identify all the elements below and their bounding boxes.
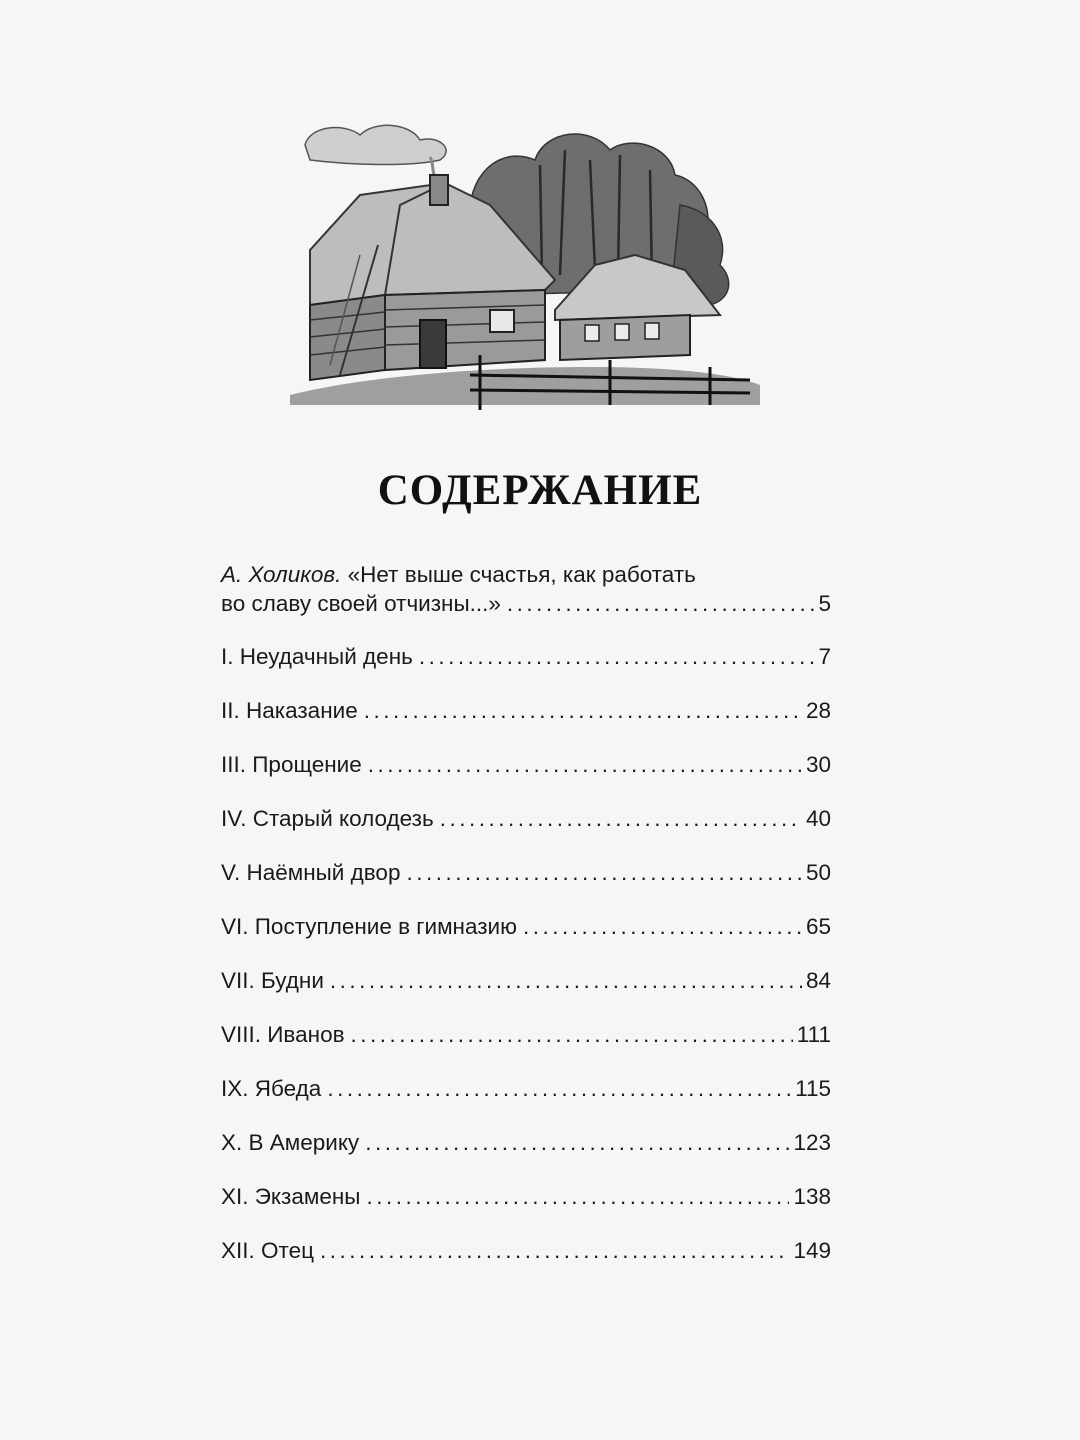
toc-entry bbox=[221, 912, 831, 966]
dot-leader bbox=[364, 696, 802, 725]
chapter-title: IV. Старый колодезь bbox=[221, 806, 434, 831]
chapter-title: X. В Америку bbox=[221, 1130, 360, 1155]
chapter-page-number: 111 bbox=[796, 1022, 831, 1047]
intro-title-line1: «Нет выше счастья, как работать bbox=[347, 562, 696, 587]
intro-title-line2: во славу своей отчизны...» bbox=[221, 591, 501, 616]
toc-entry bbox=[221, 642, 831, 696]
chapter-page-number: 138 bbox=[793, 1184, 831, 1209]
dot-leader bbox=[327, 1074, 791, 1103]
chapter-page-number: 7 bbox=[818, 644, 831, 669]
intro-author: А. Холиков. bbox=[221, 562, 342, 587]
dot-leader bbox=[406, 858, 802, 887]
toc-entry bbox=[221, 804, 831, 858]
page-title: СОДЕРЖАНИЕ bbox=[377, 467, 703, 514]
chapter-title: VII. Будни bbox=[221, 968, 324, 993]
chapter-title: XI. Экзамены bbox=[221, 1184, 361, 1209]
chapter-page-number: 30 bbox=[805, 752, 831, 777]
dot-leader bbox=[440, 804, 802, 833]
toc-entry bbox=[221, 750, 831, 804]
chapter-page-number: 40 bbox=[805, 806, 831, 831]
chapter-title: XII. Отец bbox=[221, 1238, 314, 1263]
intro-page-number: 5 bbox=[818, 591, 831, 616]
chapter-page-number: 65 bbox=[805, 914, 831, 939]
toc-entry bbox=[221, 1182, 831, 1236]
chapter-title: II. Наказание bbox=[221, 698, 358, 723]
dot-leader bbox=[351, 1020, 793, 1049]
dot-leader bbox=[523, 912, 802, 941]
dot-leader bbox=[320, 1236, 789, 1265]
chapter-title: VIII. Иванов bbox=[221, 1022, 345, 1047]
table-of-contents bbox=[221, 560, 831, 1290]
chapter-page-number: 123 bbox=[793, 1130, 831, 1155]
toc-entry bbox=[221, 966, 831, 1020]
toc-entry bbox=[221, 696, 831, 750]
toc-intro-entry bbox=[221, 560, 831, 618]
toc-entry bbox=[221, 1236, 831, 1290]
chapter-page-number: 115 bbox=[795, 1076, 831, 1101]
toc-entry bbox=[221, 1128, 831, 1182]
chapter-page-number: 84 bbox=[805, 968, 831, 993]
dot-leader bbox=[366, 1182, 789, 1211]
dot-leader bbox=[368, 750, 802, 779]
chapter-title: VI. Поступление в гимназию bbox=[221, 914, 517, 939]
dot-leader bbox=[365, 1128, 789, 1157]
dot-leader bbox=[507, 589, 815, 618]
dot-leader bbox=[330, 966, 802, 995]
dot-leader bbox=[419, 642, 815, 671]
toc-entry bbox=[221, 1020, 831, 1074]
chapter-title: III. Прощение bbox=[221, 752, 362, 777]
toc-entry bbox=[221, 1074, 831, 1128]
chapter-page-number: 28 bbox=[805, 698, 831, 723]
chapter-page-number: 50 bbox=[805, 860, 831, 885]
chapter-title: IX. Ябеда bbox=[221, 1076, 322, 1101]
village-cottage-illustration bbox=[290, 105, 760, 425]
chapter-title: I. Неудачный день bbox=[221, 644, 413, 669]
chapter-page-number: 149 bbox=[793, 1238, 831, 1263]
toc-entry bbox=[221, 858, 831, 912]
chapter-title: V. Наёмный двор bbox=[221, 860, 401, 885]
